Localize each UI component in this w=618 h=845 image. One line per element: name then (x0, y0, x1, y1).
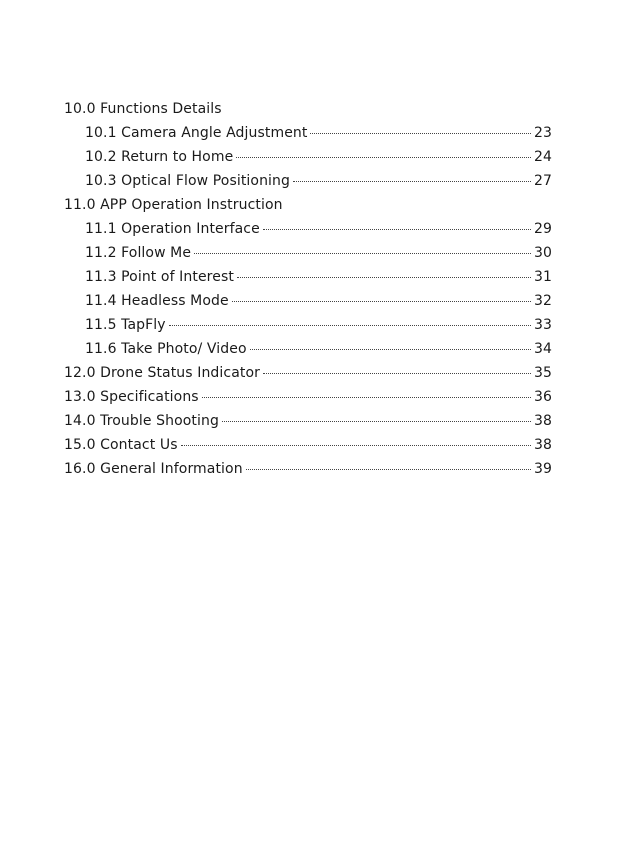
toc-row[interactable] (64, 265, 552, 289)
table-of-contents (64, 97, 552, 481)
toc-entry-page: 31 (534, 269, 553, 285)
toc-entry-title: 11.1 Operation Interface (85, 221, 260, 237)
toc-entry-page: 29 (534, 221, 553, 237)
toc-entry-title: 10.3 Optical Flow Positioning (85, 173, 290, 189)
toc-entry-page: 39 (534, 461, 553, 477)
dot-leader (232, 300, 531, 302)
toc-entry-title: 10.0 Functions Details (64, 101, 222, 117)
toc-entry-title: 13.0 Specifications (64, 389, 199, 405)
toc-entry-page: 38 (534, 437, 553, 453)
toc-row[interactable] (64, 337, 552, 361)
toc-entry-page: 27 (534, 173, 553, 189)
toc-entry-page: 36 (534, 389, 553, 405)
dot-leader (293, 180, 531, 182)
dot-leader (263, 372, 531, 374)
toc-entry-title: 16.0 General Information (64, 461, 243, 477)
toc-entry-page: 23 (534, 125, 553, 141)
toc-entry-title: 11.0 APP Operation Instruction (64, 197, 283, 213)
toc-row[interactable] (64, 409, 552, 433)
toc-row[interactable] (64, 313, 552, 337)
dot-leader (237, 276, 531, 278)
dot-leader (202, 396, 531, 398)
dot-leader (236, 156, 531, 158)
toc-entry-title: 11.5 TapFly (85, 317, 166, 333)
dot-leader (222, 420, 531, 422)
toc-entry-title: 14.0 Trouble Shooting (64, 413, 219, 429)
toc-entry-page: 33 (534, 317, 553, 333)
toc-entry-title: 15.0 Contact Us (64, 437, 178, 453)
toc-row[interactable] (64, 145, 552, 169)
toc-entry-title: 12.0 Drone Status Indicator (64, 365, 260, 381)
dot-leader (181, 444, 531, 446)
toc-row[interactable] (64, 361, 552, 385)
toc-row[interactable] (64, 169, 552, 193)
toc-entry-page: 32 (534, 293, 553, 309)
toc-entry-page: 35 (534, 365, 553, 381)
toc-row[interactable] (64, 433, 552, 457)
toc-entry-page: 38 (534, 413, 553, 429)
toc-entry-page: 34 (534, 341, 553, 357)
toc-entry-title: 11.6 Take Photo/ Video (85, 341, 247, 357)
toc-row[interactable] (64, 457, 552, 481)
dot-leader (169, 324, 531, 326)
dot-leader (246, 468, 531, 470)
toc-row[interactable] (64, 385, 552, 409)
dot-leader (250, 348, 531, 350)
toc-entry-title: 10.1 Camera Angle Adjustment (85, 125, 308, 141)
dot-leader (263, 228, 531, 230)
toc-entry-title: 11.4 Headless Mode (85, 293, 229, 309)
toc-entry-title: 11.3 Point of Interest (85, 269, 234, 285)
toc-entry-page: 30 (534, 245, 553, 261)
toc-row[interactable] (64, 193, 552, 217)
toc-row[interactable] (64, 97, 552, 121)
dot-leader (194, 252, 531, 254)
dot-leader (310, 132, 531, 134)
toc-row[interactable] (64, 217, 552, 241)
toc-entry-title: 11.2 Follow Me (85, 245, 192, 261)
toc-row[interactable] (64, 289, 552, 313)
toc-entry-title: 10.2 Return to Home (85, 149, 234, 165)
toc-entry-page: 24 (534, 149, 553, 165)
toc-row[interactable] (64, 241, 552, 265)
toc-row[interactable] (64, 121, 552, 145)
